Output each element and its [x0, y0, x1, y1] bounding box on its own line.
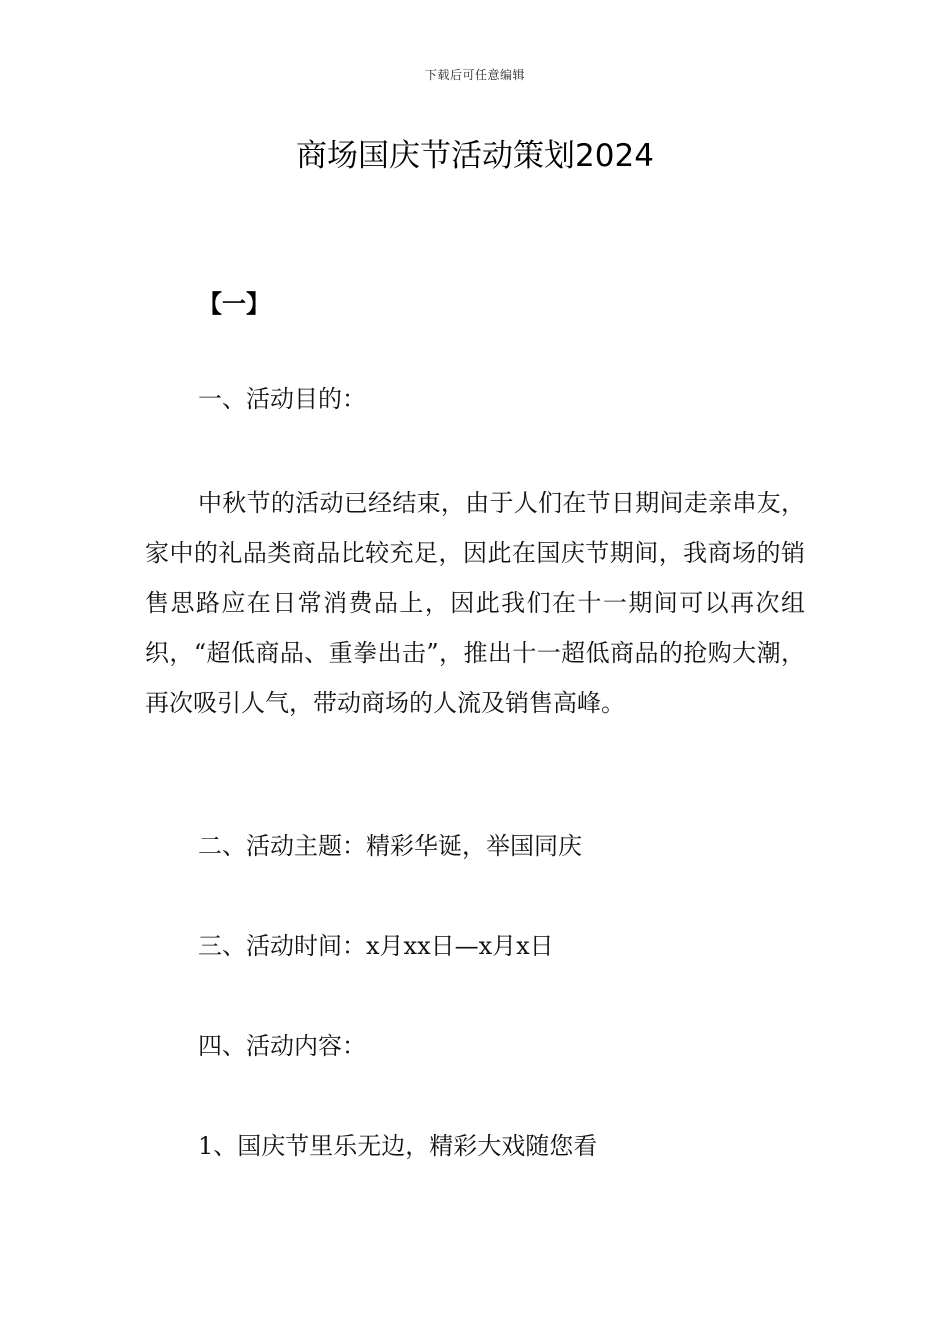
section-marker: 【一】	[198, 289, 270, 318]
purpose-paragraph: 中秋节的活动已经结束，由于人们在节日期间走亲串友，家中的礼品类商品比较充足，因此在国庆节期间，我商场的销售思路应在日常消费品上，因此我们在十一期间可以再次组织，“超低商品、重拳出击”，推出十一超低商品的抢购大潮，再次吸引人气，带动商场的人流及销售高峰。	[145, 489, 805, 717]
header-note: 下载后可任意编辑	[424, 68, 525, 82]
heading-purpose: 一、活动目的：	[198, 385, 366, 413]
heading-content: 四、活动内容：	[198, 1032, 366, 1060]
content-item-1: 1、国庆节里乐无边，精彩大戏随您看	[198, 1132, 598, 1160]
theme-line: 二、活动主题：精彩华诞，举国同庆	[198, 832, 582, 860]
document-title: 商场国庆节活动策划2024	[296, 138, 654, 174]
time-line: 三、活动时间：x月xx日—x月x日	[198, 932, 554, 960]
